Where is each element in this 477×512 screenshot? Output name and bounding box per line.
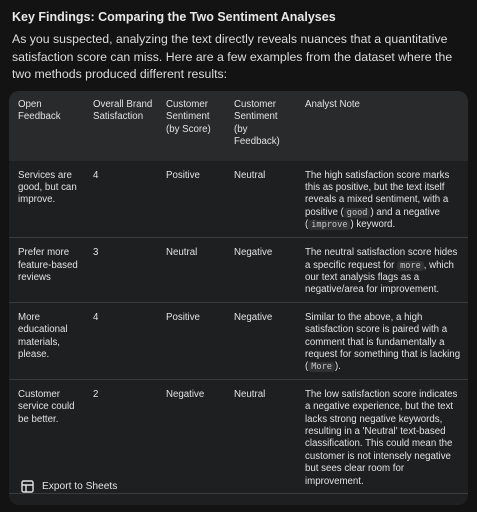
cell-satisfaction: 4 [93,169,99,181]
table-row [9,238,468,303]
cell-by-feedback: Negative [234,311,273,323]
cell-by-feedback: Negative [234,247,273,259]
table-grid-icon [21,480,34,493]
cell-satisfaction: 3 [93,247,99,259]
note-text: ). [334,361,341,373]
cell-satisfaction: 2 [93,388,99,400]
keyword-code: more [397,261,424,271]
cell-by-score: Positive [166,311,200,323]
keyword-code: good [344,208,371,218]
note-text: The neutral satisfaction score hides a specific request for [305,247,458,271]
cell-by-feedback: Neutral [234,388,266,400]
export-label: Export to Sheets [42,480,118,492]
header-sentiment-by-feedback: Customer Sentiment (by Feedback) [234,99,280,148]
cell-feedback: Services are good, but can improve. [18,169,77,206]
note-text: The low satisfaction score indicates a negative experience, but the text lacks strong negative keywords, resulting in a 'Neutral' text-based classification. This could mean the customer is not intensely negative but sees clear room for improvement. [305,388,458,487]
table-row [9,302,468,379]
cell-feedback: Customer service could be better. [18,388,75,425]
header-open-feedback: Open Feedback [18,99,61,123]
note-text: ) and a negative ( [305,206,440,231]
table-header-row [9,91,468,161]
export-to-sheets-button[interactable] [21,475,117,497]
note-text: , which our text analysis flags as a negative/area for improvement. [305,259,454,296]
table-card [9,91,468,505]
cell-feedback: Prefer more feature-based reviews [18,247,78,283]
table-row [9,161,468,238]
cell-by-feedback: Neutral [234,169,266,181]
findings-table [9,91,468,494]
cell-by-score: Positive [166,169,200,181]
cell-by-score: Negative [166,388,205,400]
cell-analyst-note [296,379,468,493]
cell-feedback: More educational materials, please. [18,311,68,360]
note-text: ) keyword. [350,219,396,231]
cell-analyst-note [296,302,468,379]
section-heading: Key Findings: Comparing the Two Sentiment Analyses [12,10,336,24]
keyword-code: More [308,362,335,372]
cell-analyst-note [296,238,468,303]
cell-satisfaction: 4 [93,311,99,323]
cell-by-score: Neutral [166,247,198,259]
note-text: Similar to the above, a high satisfaction score is paired with a comment that is fundamentally a request for something that is lacking ( [305,311,461,373]
header-sentiment-by-score: Customer Sentiment (by Score) [166,99,211,135]
header-analyst-note: Analyst Note [305,99,360,110]
keyword-code: improve [308,220,350,230]
header-brand-satisfaction: Overall Brand Satisfaction [93,99,153,123]
note-text: The high satisfaction score marks this as positive, but the text itself reveals a mixed sentiment, with a positive ( [305,169,450,218]
intro-paragraph: As you suspected, analyzing the text directly reveals nuances that a quantitative satisfaction score can miss. Here are a few examples from the dataset where the two methods produced different results: [12,32,453,81]
cell-analyst-note [296,161,468,238]
